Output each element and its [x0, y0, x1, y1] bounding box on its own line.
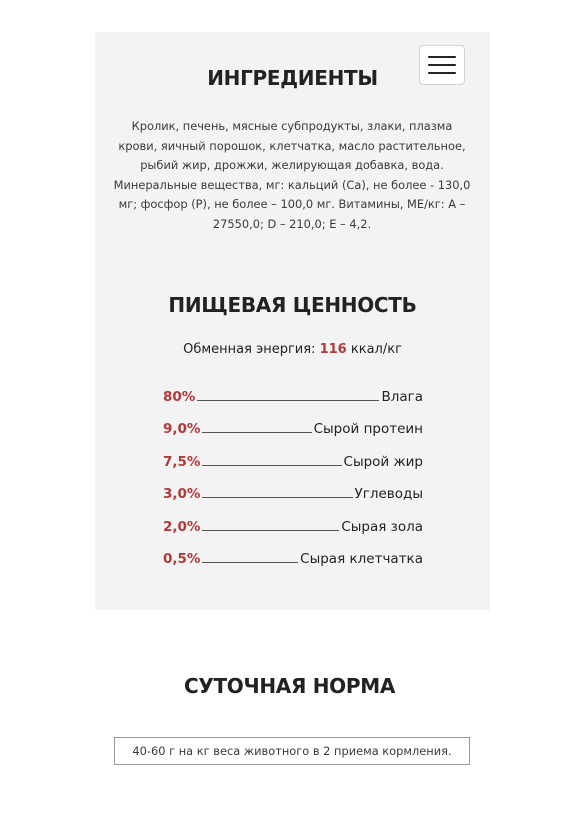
nutrition-name: Углеводы: [354, 486, 423, 502]
leader-line: [202, 529, 339, 531]
nutrition-name: Сырая зола: [341, 518, 423, 535]
nutrition-title: ПИЩЕВАЯ ЦЕННОСТЬ: [168, 293, 417, 317]
daily-norm-text: 40-60 г на кг веса животного в 2 приема кормления.: [114, 737, 470, 765]
nutrition-row-protein: [163, 405, 423, 438]
nutrition-row-carbs: [163, 470, 423, 503]
nutrition-row-ash: [163, 502, 423, 535]
daily-norm-title: СУТОЧНАЯ НОРМА: [183, 674, 396, 698]
nutrition-row-fat: [163, 437, 423, 470]
nutrition-percent: 3,0%: [163, 486, 201, 502]
nutrition-percent: 7,5%: [163, 453, 201, 470]
energy-label: Обменная энергия:: [183, 342, 316, 357]
nutrition-row-moisture: [163, 372, 423, 405]
energy-line: [95, 342, 490, 357]
nutrition-percent: 80%: [163, 388, 196, 405]
nutrition-percent: 9,0%: [163, 421, 201, 437]
nutrition-name: Сырой протеин: [313, 421, 423, 437]
energy-unit: ккал/кг: [350, 342, 402, 357]
nutrition-percent: 2,0%: [163, 518, 201, 535]
nutrition-list: [163, 372, 423, 567]
ingredients-text: Кролик, печень, мясные субпродукты, злаки, плазма крови, яичный порошок, клетчатка, масло растительное, рыбий жир, дрожжи, желирующая добавка, вода. Минеральные вещества, мг: кальций (Са), не более - 130,0 мг; фосфор (Р), не более – 100,0 мг. Витамины, МЕ/кг: А – 27550,0; D – 210,0; Е – 4,2.: [113, 119, 471, 231]
leader-line: [202, 431, 311, 433]
ingredients-title: ИНГРЕДИЕНТЫ: [207, 66, 378, 90]
leader-line: [202, 496, 352, 498]
nutrition-percent: 0,5%: [163, 551, 201, 567]
energy-value: 116: [319, 342, 347, 357]
nutrition-name: Сырая клетчатка: [300, 551, 423, 567]
leader-line: [202, 464, 341, 466]
leader-line: [202, 561, 298, 563]
leader-line: [197, 399, 379, 401]
nutrition-row-fiber: [163, 535, 423, 568]
nutrition-name: Влага: [381, 388, 423, 405]
nutrition-name: Сырой жир: [343, 453, 423, 470]
